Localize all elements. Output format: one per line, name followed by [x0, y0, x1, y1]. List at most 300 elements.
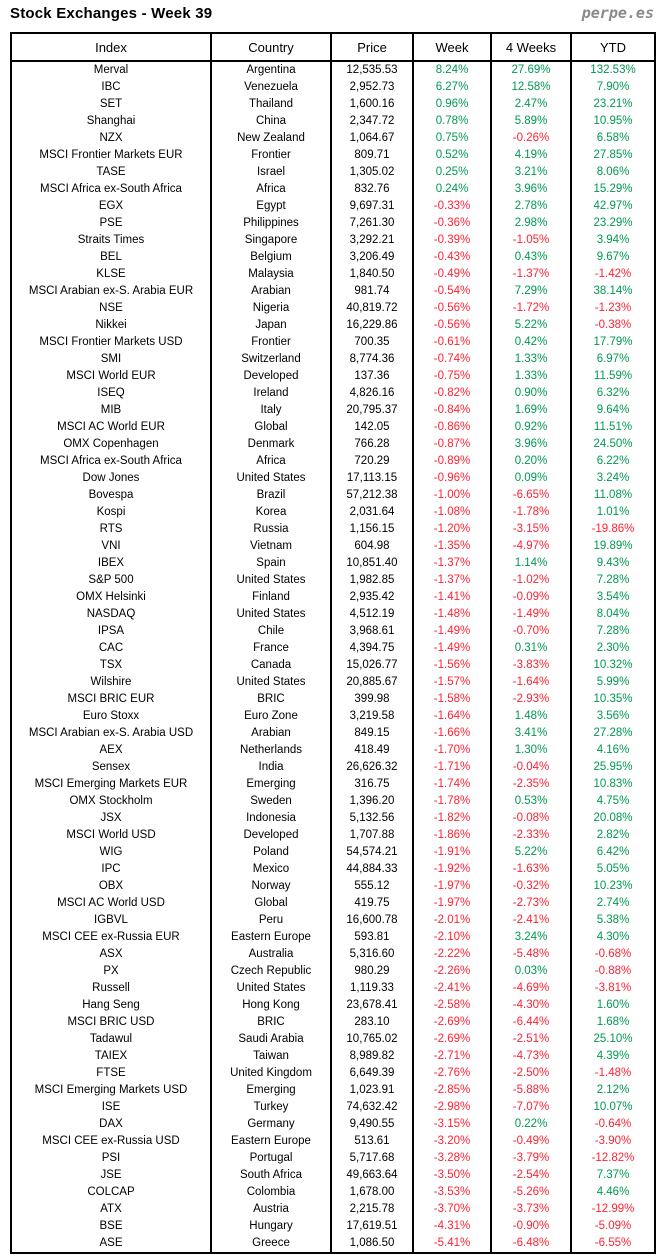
country-cell: Indonesia [211, 810, 331, 827]
index-cell: MSCI BRIC USD [11, 1014, 211, 1031]
price-cell: 1,707.88 [331, 827, 413, 844]
week-cell: 6.27% [413, 79, 491, 96]
four-weeks-cell: 0.09% [491, 470, 571, 487]
price-cell: 1,023.91 [331, 1082, 413, 1099]
week-cell: -1.08% [413, 504, 491, 521]
price-cell: 137.36 [331, 368, 413, 385]
country-cell: United States [211, 572, 331, 589]
four-weeks-cell: -0.90% [491, 1218, 571, 1235]
ytd-cell: -1.42% [571, 266, 655, 283]
ytd-cell: 7.28% [571, 623, 655, 640]
week-cell: -0.36% [413, 215, 491, 232]
ytd-cell: 3.56% [571, 708, 655, 725]
table-row [11, 266, 655, 283]
table-row [11, 61, 655, 79]
country-cell: Poland [211, 844, 331, 861]
table-row [11, 810, 655, 827]
price-cell: 26,626.32 [331, 759, 413, 776]
week-cell: -2.71% [413, 1048, 491, 1065]
country-cell: Venezuela [211, 79, 331, 96]
country-cell: Austria [211, 1201, 331, 1218]
country-cell: Finland [211, 589, 331, 606]
ytd-cell: 6.42% [571, 844, 655, 861]
country-cell: Mexico [211, 861, 331, 878]
week-cell: -3.53% [413, 1184, 491, 1201]
country-cell: United Kingdom [211, 1065, 331, 1082]
country-cell: Chile [211, 623, 331, 640]
four-weeks-cell: 1.33% [491, 368, 571, 385]
ytd-cell: 2.30% [571, 640, 655, 657]
index-cell: PX [11, 963, 211, 980]
index-cell: RTS [11, 521, 211, 538]
table-row [11, 929, 655, 946]
price-cell: 74,632.42 [331, 1099, 413, 1116]
four-weeks-cell: -2.41% [491, 912, 571, 929]
index-cell: MSCI World USD [11, 827, 211, 844]
week-cell: -1.48% [413, 606, 491, 623]
country-cell: India [211, 759, 331, 776]
index-cell: KLSE [11, 266, 211, 283]
index-cell: Straits Times [11, 232, 211, 249]
price-cell: 8,774.36 [331, 351, 413, 368]
four-weeks-cell: 0.20% [491, 453, 571, 470]
four-weeks-cell: -5.26% [491, 1184, 571, 1201]
ytd-cell: 10.83% [571, 776, 655, 793]
ytd-cell: -12.99% [571, 1201, 655, 1218]
country-cell: United States [211, 606, 331, 623]
ytd-cell: 8.04% [571, 606, 655, 623]
week-cell: -1.49% [413, 640, 491, 657]
index-cell: Russell [11, 980, 211, 997]
ytd-cell: 5.99% [571, 674, 655, 691]
country-cell: Emerging [211, 776, 331, 793]
table-row [11, 606, 655, 623]
ytd-cell: 27.28% [571, 725, 655, 742]
index-cell: TASE [11, 164, 211, 181]
four-weeks-cell: 3.96% [491, 181, 571, 198]
week-cell: -1.78% [413, 793, 491, 810]
index-cell: SET [11, 96, 211, 113]
week-cell: -0.54% [413, 283, 491, 300]
four-weeks-cell: -0.32% [491, 878, 571, 895]
table-row [11, 674, 655, 691]
table-row [11, 844, 655, 861]
four-weeks-cell: 4.19% [491, 147, 571, 164]
four-weeks-cell: -1.72% [491, 300, 571, 317]
ytd-cell: 27.85% [571, 147, 655, 164]
country-cell: Denmark [211, 436, 331, 453]
ytd-cell: -3.81% [571, 980, 655, 997]
four-weeks-cell: 5.22% [491, 844, 571, 861]
price-cell: 832.76 [331, 181, 413, 198]
price-cell: 7,261.30 [331, 215, 413, 232]
week-cell: -2.85% [413, 1082, 491, 1099]
ytd-cell: -3.90% [571, 1133, 655, 1150]
index-cell: IBEX [11, 555, 211, 572]
week-cell: -2.69% [413, 1031, 491, 1048]
week-cell: -0.61% [413, 334, 491, 351]
ytd-cell: -0.68% [571, 946, 655, 963]
index-cell: Kospi [11, 504, 211, 521]
country-cell: Sweden [211, 793, 331, 810]
ytd-cell: 11.51% [571, 419, 655, 436]
week-cell: -1.49% [413, 623, 491, 640]
report-header [10, 4, 654, 30]
country-cell: Argentina [211, 61, 331, 79]
ytd-cell: 9.64% [571, 402, 655, 419]
four-weeks-cell: -4.73% [491, 1048, 571, 1065]
week-cell: 8.24% [413, 61, 491, 79]
table-row [11, 1116, 655, 1133]
week-cell: -1.37% [413, 572, 491, 589]
four-weeks-cell: 2.47% [491, 96, 571, 113]
week-cell: -2.76% [413, 1065, 491, 1082]
country-cell: Arabian [211, 283, 331, 300]
table-row [11, 980, 655, 997]
ytd-cell: 10.32% [571, 657, 655, 674]
price-cell: 981.74 [331, 283, 413, 300]
index-cell: Euro Stoxx [11, 708, 211, 725]
table-row [11, 96, 655, 113]
price-cell: 2,215.78 [331, 1201, 413, 1218]
week-cell: -2.10% [413, 929, 491, 946]
table-row [11, 453, 655, 470]
country-cell: Korea [211, 504, 331, 521]
four-weeks-cell: 7.29% [491, 283, 571, 300]
week-cell: -1.91% [413, 844, 491, 861]
week-cell: 0.52% [413, 147, 491, 164]
index-cell: MSCI Arabian ex-S. Arabia USD [11, 725, 211, 742]
price-cell: 57,212.38 [331, 487, 413, 504]
week-cell: -1.57% [413, 674, 491, 691]
price-cell: 1,086.50 [331, 1235, 413, 1253]
price-cell: 17,619.51 [331, 1218, 413, 1235]
four-weeks-cell: -1.78% [491, 504, 571, 521]
table-row [11, 1082, 655, 1099]
week-cell: -1.64% [413, 708, 491, 725]
country-cell: Canada [211, 657, 331, 674]
ytd-cell: 2.12% [571, 1082, 655, 1099]
four-weeks-cell: 1.69% [491, 402, 571, 419]
week-cell: -1.56% [413, 657, 491, 674]
index-cell: Dow Jones [11, 470, 211, 487]
week-cell: -2.58% [413, 997, 491, 1014]
ytd-cell: 7.90% [571, 79, 655, 96]
week-cell: -0.86% [413, 419, 491, 436]
table-row [11, 181, 655, 198]
ytd-cell: 42.97% [571, 198, 655, 215]
table-row [11, 232, 655, 249]
price-cell: 809.71 [331, 147, 413, 164]
four-weeks-cell: -1.63% [491, 861, 571, 878]
index-cell: FTSE [11, 1065, 211, 1082]
table-row [11, 79, 655, 96]
price-cell: 49,663.64 [331, 1167, 413, 1184]
ytd-cell: -1.48% [571, 1065, 655, 1082]
price-cell: 8,989.82 [331, 1048, 413, 1065]
four-weeks-cell: -3.83% [491, 657, 571, 674]
ytd-cell: 17.79% [571, 334, 655, 351]
table-row [11, 436, 655, 453]
price-cell: 1,064.67 [331, 130, 413, 147]
table-row [11, 878, 655, 895]
table-row [11, 623, 655, 640]
ytd-cell: 4.39% [571, 1048, 655, 1065]
table-row [11, 1150, 655, 1167]
index-cell: Wilshire [11, 674, 211, 691]
four-weeks-cell: 0.92% [491, 419, 571, 436]
table-row [11, 589, 655, 606]
price-cell: 15,026.77 [331, 657, 413, 674]
price-cell: 766.28 [331, 436, 413, 453]
country-cell: Frontier [211, 334, 331, 351]
price-cell: 5,132.56 [331, 810, 413, 827]
country-cell: Israel [211, 164, 331, 181]
week-cell: -0.56% [413, 317, 491, 334]
table-row [11, 317, 655, 334]
price-cell: 2,935.42 [331, 589, 413, 606]
week-cell: -3.20% [413, 1133, 491, 1150]
week-cell: -1.74% [413, 776, 491, 793]
ytd-cell: 4.16% [571, 742, 655, 759]
four-weeks-cell: -6.65% [491, 487, 571, 504]
week-cell: -2.98% [413, 1099, 491, 1116]
week-cell: -0.82% [413, 385, 491, 402]
week-cell: -0.56% [413, 300, 491, 317]
week-cell: -0.39% [413, 232, 491, 249]
table-row [11, 997, 655, 1014]
price-cell: 142.05 [331, 419, 413, 436]
table-row [11, 1167, 655, 1184]
price-cell: 1,396.20 [331, 793, 413, 810]
four-weeks-cell: 0.31% [491, 640, 571, 657]
country-cell: BRIC [211, 691, 331, 708]
page-title: Stock Exchanges - Week 39 [10, 5, 213, 22]
index-cell: DAX [11, 1116, 211, 1133]
table-row [11, 283, 655, 300]
four-weeks-cell: 3.24% [491, 929, 571, 946]
week-cell: -1.00% [413, 487, 491, 504]
price-cell: 2,031.64 [331, 504, 413, 521]
week-cell: -0.75% [413, 368, 491, 385]
four-weeks-cell: 1.14% [491, 555, 571, 572]
ytd-cell: 11.59% [571, 368, 655, 385]
table-row [11, 164, 655, 181]
four-weeks-cell: -4.97% [491, 538, 571, 555]
index-cell: CAC [11, 640, 211, 657]
column-header-4weeks: 4 Weeks [491, 33, 571, 61]
table-row [11, 708, 655, 725]
ytd-cell: 2.82% [571, 827, 655, 844]
country-cell: Italy [211, 402, 331, 419]
ytd-cell: 6.58% [571, 130, 655, 147]
ytd-cell: 8.06% [571, 164, 655, 181]
index-cell: BSE [11, 1218, 211, 1235]
ytd-cell: 6.97% [571, 351, 655, 368]
country-cell: Developed [211, 827, 331, 844]
index-cell: NZX [11, 130, 211, 147]
week-cell: -0.96% [413, 470, 491, 487]
four-weeks-cell: 3.21% [491, 164, 571, 181]
four-weeks-cell: 0.53% [491, 793, 571, 810]
week-cell: -4.31% [413, 1218, 491, 1235]
table-row [11, 147, 655, 164]
week-cell: -1.37% [413, 555, 491, 572]
ytd-cell: 19.89% [571, 538, 655, 555]
country-cell: Ireland [211, 385, 331, 402]
four-weeks-cell: 1.48% [491, 708, 571, 725]
table-row [11, 793, 655, 810]
country-cell: Norway [211, 878, 331, 895]
country-cell: Belgium [211, 249, 331, 266]
ytd-cell: 3.54% [571, 589, 655, 606]
price-cell: 16,600.78 [331, 912, 413, 929]
ytd-cell: -0.38% [571, 317, 655, 334]
ytd-cell: 6.32% [571, 385, 655, 402]
country-cell: Malaysia [211, 266, 331, 283]
index-cell: TSX [11, 657, 211, 674]
ytd-cell: 20.08% [571, 810, 655, 827]
price-cell: 418.49 [331, 742, 413, 759]
stock-exchanges-table [10, 32, 656, 1254]
price-cell: 593.81 [331, 929, 413, 946]
price-cell: 54,574.21 [331, 844, 413, 861]
country-cell: Greece [211, 1235, 331, 1253]
ytd-cell: 132.53% [571, 61, 655, 79]
ytd-cell: 11.08% [571, 487, 655, 504]
table-row [11, 1184, 655, 1201]
price-cell: 1,982.85 [331, 572, 413, 589]
price-cell: 10,765.02 [331, 1031, 413, 1048]
table-row [11, 1031, 655, 1048]
week-cell: 0.96% [413, 96, 491, 113]
week-cell: -1.35% [413, 538, 491, 555]
index-cell: ATX [11, 1201, 211, 1218]
ytd-cell: 1.68% [571, 1014, 655, 1031]
four-weeks-cell: 2.98% [491, 215, 571, 232]
index-cell: MSCI Africa ex-South Africa [11, 453, 211, 470]
table-row [11, 776, 655, 793]
ytd-cell: 3.94% [571, 232, 655, 249]
index-cell: MSCI CEE ex-Russia EUR [11, 929, 211, 946]
week-cell: -0.43% [413, 249, 491, 266]
four-weeks-cell: 3.96% [491, 436, 571, 453]
week-cell: -3.15% [413, 1116, 491, 1133]
table-row [11, 113, 655, 130]
price-cell: 5,316.60 [331, 946, 413, 963]
four-weeks-cell: -0.08% [491, 810, 571, 827]
ytd-cell: 1.60% [571, 997, 655, 1014]
index-cell: OMX Helsinki [11, 589, 211, 606]
index-cell: IPC [11, 861, 211, 878]
index-cell: TAIEX [11, 1048, 211, 1065]
week-cell: -1.66% [413, 725, 491, 742]
table-row [11, 895, 655, 912]
week-cell: -0.74% [413, 351, 491, 368]
index-cell: MSCI AC World USD [11, 895, 211, 912]
ytd-cell: 2.74% [571, 895, 655, 912]
price-cell: 316.75 [331, 776, 413, 793]
index-cell: S&P 500 [11, 572, 211, 589]
index-cell: PSI [11, 1150, 211, 1167]
column-header-price: Price [331, 33, 413, 61]
index-cell: IBC [11, 79, 211, 96]
four-weeks-cell: 0.90% [491, 385, 571, 402]
index-cell: MSCI Arabian ex-S. Arabia EUR [11, 283, 211, 300]
price-cell: 40,819.72 [331, 300, 413, 317]
four-weeks-cell: -2.33% [491, 827, 571, 844]
week-cell: -1.82% [413, 810, 491, 827]
price-cell: 44,884.33 [331, 861, 413, 878]
country-cell: Japan [211, 317, 331, 334]
price-cell: 20,795.37 [331, 402, 413, 419]
week-cell: 0.75% [413, 130, 491, 147]
price-cell: 4,512.19 [331, 606, 413, 623]
price-cell: 283.10 [331, 1014, 413, 1031]
week-cell: 0.78% [413, 113, 491, 130]
price-cell: 3,968.61 [331, 623, 413, 640]
table-row [11, 725, 655, 742]
table-row [11, 419, 655, 436]
week-cell: -0.33% [413, 198, 491, 215]
four-weeks-cell: -3.15% [491, 521, 571, 538]
week-cell: -2.69% [413, 1014, 491, 1031]
country-cell: Australia [211, 946, 331, 963]
table-row [11, 215, 655, 232]
table-row [11, 385, 655, 402]
four-weeks-cell: -6.48% [491, 1235, 571, 1253]
four-weeks-cell: 27.69% [491, 61, 571, 79]
price-cell: 604.98 [331, 538, 413, 555]
country-cell: Saudi Arabia [211, 1031, 331, 1048]
ytd-cell: 25.10% [571, 1031, 655, 1048]
country-cell: Global [211, 419, 331, 436]
index-cell: JSE [11, 1167, 211, 1184]
country-cell: Eastern Europe [211, 929, 331, 946]
table-header-row [11, 33, 655, 61]
table-row [11, 912, 655, 929]
four-weeks-cell: 1.33% [491, 351, 571, 368]
site-logo[interactable]: perpe.es [581, 4, 654, 22]
week-cell: -0.84% [413, 402, 491, 419]
ytd-cell: -0.88% [571, 963, 655, 980]
price-cell: 20,885.67 [331, 674, 413, 691]
index-cell: PSE [11, 215, 211, 232]
ytd-cell: 4.30% [571, 929, 655, 946]
index-cell: MSCI World EUR [11, 368, 211, 385]
price-cell: 513.61 [331, 1133, 413, 1150]
price-cell: 4,394.75 [331, 640, 413, 657]
week-cell: -1.41% [413, 589, 491, 606]
week-cell: -3.50% [413, 1167, 491, 1184]
four-weeks-cell: 0.43% [491, 249, 571, 266]
country-cell: United States [211, 980, 331, 997]
four-weeks-cell: -3.79% [491, 1150, 571, 1167]
table-row [11, 538, 655, 555]
country-cell: Eastern Europe [211, 1133, 331, 1150]
price-cell: 849.15 [331, 725, 413, 742]
price-cell: 1,119.33 [331, 980, 413, 997]
ytd-cell: 9.43% [571, 555, 655, 572]
price-cell: 5,717.68 [331, 1150, 413, 1167]
index-cell: SMI [11, 351, 211, 368]
country-cell: Hungary [211, 1218, 331, 1235]
four-weeks-cell: -7.07% [491, 1099, 571, 1116]
table-row [11, 130, 655, 147]
price-cell: 1,678.00 [331, 1184, 413, 1201]
table-row [11, 1048, 655, 1065]
price-cell: 399.98 [331, 691, 413, 708]
